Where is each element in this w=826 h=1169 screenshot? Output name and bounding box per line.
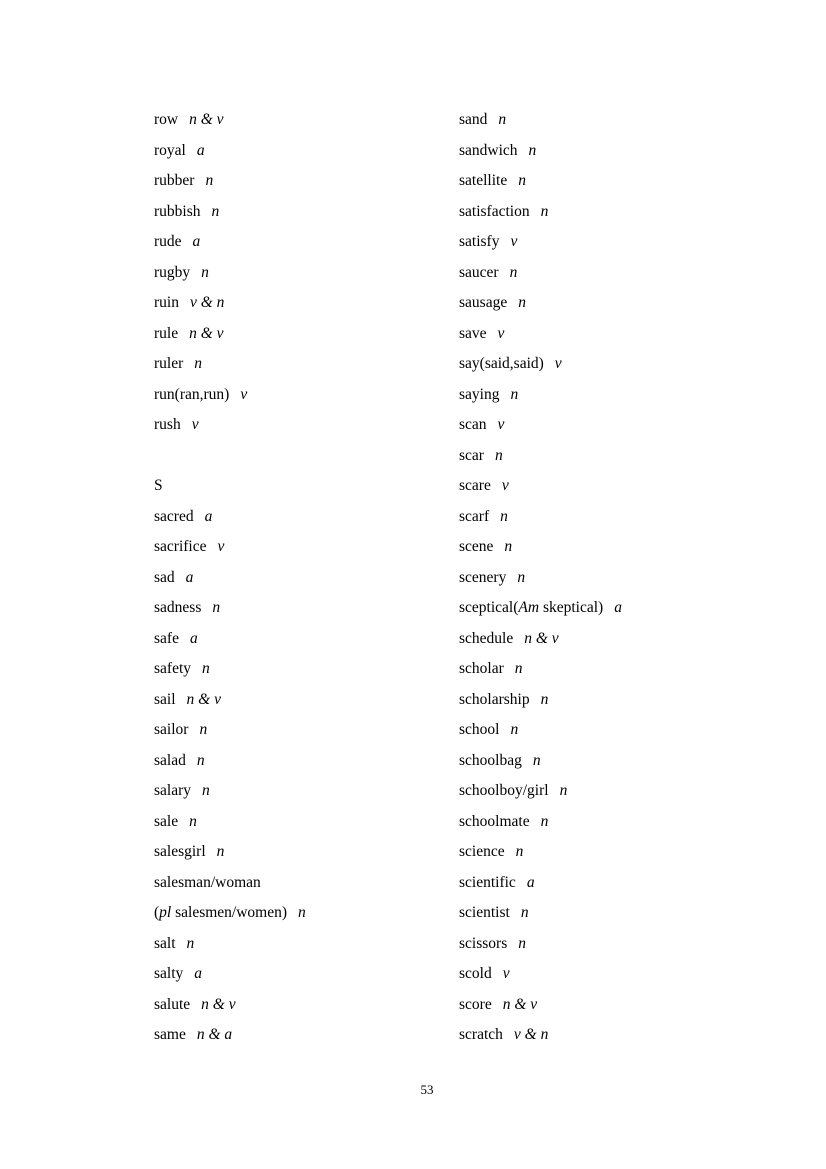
word-text: sailor (154, 721, 189, 739)
part-of-speech-label: n (202, 782, 210, 800)
word-entry (459, 532, 799, 563)
word-text: rush (154, 416, 181, 434)
part-of-speech-label: n (504, 538, 513, 556)
word-entry (459, 685, 799, 716)
part-of-speech-label: a (189, 629, 198, 647)
word-entry (459, 471, 799, 502)
word-entry (154, 776, 454, 807)
part-of-speech-label: v (217, 538, 225, 556)
word-entry (459, 349, 799, 380)
word-text: (pl salesmen/women) (154, 904, 288, 922)
word-entry (459, 746, 799, 777)
part-of-speech-label: a (194, 965, 203, 983)
part-of-speech-label: n (517, 568, 526, 586)
word-entry (154, 624, 454, 655)
word-entry (154, 380, 454, 411)
word-list-right-column (459, 105, 799, 1051)
part-of-speech-label: n (189, 812, 197, 830)
word-text: sausage (459, 294, 508, 312)
word-entry (154, 166, 454, 197)
word-text: saying (459, 385, 500, 403)
word-entry (154, 563, 454, 594)
word-entry (459, 410, 799, 441)
word-entry (459, 105, 799, 136)
word-text: scratch (459, 1026, 503, 1044)
word-entry (459, 807, 799, 838)
blank-line (154, 441, 454, 472)
word-text: salute (154, 995, 191, 1013)
word-text: salad (154, 751, 186, 769)
word-text: scenery (459, 568, 507, 586)
word-entry (459, 136, 799, 167)
word-entry (459, 715, 799, 746)
word-entry (154, 959, 454, 990)
part-of-speech-label: n (500, 507, 508, 525)
word-text: science (459, 843, 505, 861)
word-entry (459, 563, 799, 594)
word-entry (459, 929, 799, 960)
word-text: sad (154, 568, 175, 586)
word-entry (459, 624, 799, 655)
word-text: salesman/woman (154, 873, 261, 891)
part-of-speech-label: n (202, 660, 210, 678)
part-of-speech-label: n (559, 782, 568, 800)
part-of-speech-label: a (196, 141, 205, 159)
word-entry (459, 776, 799, 807)
word-entry (459, 166, 799, 197)
word-text: S (154, 477, 163, 495)
part-of-speech-label: n (510, 721, 519, 739)
word-text: salary (154, 782, 192, 800)
word-entry (154, 471, 454, 502)
part-of-speech-label: n (196, 751, 205, 769)
part-of-speech-label: a (192, 233, 201, 251)
part-of-speech-label: n & v (189, 324, 224, 342)
word-text: sandwich (459, 141, 518, 159)
part-of-speech-label: v & n (513, 1026, 549, 1044)
word-entry (154, 502, 454, 533)
word-text: rubbish (154, 202, 201, 220)
word-entry (459, 837, 799, 868)
word-text: satisfaction (459, 202, 530, 220)
word-text: row (154, 111, 179, 128)
word-entry (154, 258, 454, 289)
word-entry (154, 227, 454, 258)
word-text: same (154, 1026, 186, 1044)
part-of-speech-label: n & v (524, 629, 559, 647)
part-of-speech-label: n (540, 202, 549, 220)
word-entry (154, 654, 454, 685)
word-entry (459, 380, 799, 411)
word-text: sale (154, 812, 179, 830)
word-entry (154, 746, 454, 777)
word-text: saucer (459, 263, 499, 281)
word-entry (459, 441, 799, 472)
word-text: schedule (459, 629, 514, 647)
part-of-speech-label: v (502, 965, 510, 983)
word-text: sceptical(Am skeptical) (459, 599, 604, 617)
word-text: schoolmate (459, 812, 530, 830)
part-of-speech-label: v (191, 416, 199, 434)
word-text: rude (154, 233, 182, 251)
part-of-speech-label: n (509, 263, 518, 281)
word-entry (154, 898, 454, 929)
word-entry (459, 593, 799, 624)
part-of-speech-label: n (518, 934, 526, 952)
part-of-speech-label: n & a (196, 1026, 233, 1044)
word-entry (154, 868, 454, 899)
part-of-speech-label: n (515, 843, 524, 861)
word-text: ruler (154, 355, 184, 373)
part-of-speech-label: n (532, 751, 541, 769)
word-entry (154, 715, 454, 746)
part-of-speech-label: n (298, 904, 306, 922)
word-entry (459, 502, 799, 533)
part-of-speech-label: a (204, 507, 213, 525)
word-entry (154, 197, 454, 228)
part-of-speech-label: n (518, 294, 526, 312)
part-of-speech-label: n (540, 690, 549, 708)
word-text: scene (459, 538, 494, 556)
part-of-speech-label: n (211, 202, 220, 220)
word-entry (154, 410, 454, 441)
word-text: satellite (459, 172, 508, 190)
word-text: say(said,said) (459, 355, 544, 373)
part-of-speech-label: v & n (189, 294, 225, 312)
word-entry (459, 288, 799, 319)
word-text: sadness (154, 599, 202, 617)
part-of-speech-label: n (528, 141, 537, 159)
word-text: scholar (459, 660, 504, 678)
part-of-speech-label: n (514, 660, 523, 678)
word-text: safety (154, 660, 192, 678)
word-entry (154, 288, 454, 319)
word-text: sacred (154, 507, 194, 525)
page-number: 53 (420, 1082, 434, 1097)
word-text: satisfy (459, 233, 500, 251)
part-of-speech-label: v (510, 233, 518, 251)
part-of-speech-label: n & v (189, 111, 224, 128)
word-text: scare (459, 477, 491, 495)
part-of-speech-label: n (212, 599, 221, 617)
word-text: royal (154, 141, 186, 159)
part-of-speech-label: n (520, 904, 529, 922)
part-of-speech-label: n (518, 172, 526, 190)
part-of-speech-label: n & v (186, 690, 221, 708)
word-text: sand (459, 111, 488, 128)
part-of-speech-label: n (205, 172, 214, 190)
word-text: salesgirl (154, 843, 206, 861)
word-text: run(ran,run) (154, 385, 230, 403)
word-text: sacrifice (154, 538, 207, 556)
word-text: safe (154, 629, 179, 647)
word-entry (459, 959, 799, 990)
part-of-speech-label: v (497, 416, 505, 434)
part-of-speech-label: v (497, 324, 505, 342)
word-entry (459, 868, 799, 899)
word-entry (154, 349, 454, 380)
word-text: rule (154, 324, 179, 342)
word-text: rugby (154, 263, 191, 281)
part-of-speech-label: n (199, 721, 208, 739)
word-entry (459, 898, 799, 929)
part-of-speech-label: n (194, 355, 203, 373)
word-entry (459, 319, 799, 350)
word-entry (154, 532, 454, 563)
word-text: scholarship (459, 690, 530, 708)
part-of-speech-label: n & v (502, 995, 538, 1013)
word-entry (154, 990, 454, 1021)
word-text: scar (459, 446, 484, 464)
word-entry (154, 136, 454, 167)
part-of-speech-label: v (501, 477, 509, 495)
part-of-speech-label: a (614, 599, 622, 617)
word-entry (459, 990, 799, 1021)
word-text: scold (459, 965, 492, 983)
part-of-speech-label: n & v (201, 995, 236, 1013)
word-text: school (459, 721, 500, 739)
word-text: scissors (459, 934, 508, 952)
part-of-speech-label: v (554, 355, 562, 373)
part-of-speech-label: n (498, 111, 507, 128)
word-text: rubber (154, 172, 195, 190)
part-of-speech-label: n (216, 843, 225, 861)
word-entry (154, 319, 454, 350)
word-entry (154, 105, 454, 136)
word-entry (459, 654, 799, 685)
word-text: scan (459, 416, 487, 434)
word-text: scientific (459, 873, 516, 891)
word-entry (154, 929, 454, 960)
word-text: scientist (459, 904, 510, 922)
word-entry (154, 837, 454, 868)
word-entry (154, 807, 454, 838)
word-list-left-column (154, 105, 454, 1051)
word-text: ruin (154, 294, 179, 312)
word-text: sail (154, 690, 176, 708)
word-entry (459, 258, 799, 289)
part-of-speech-label: n (540, 812, 549, 830)
word-entry (459, 227, 799, 258)
word-text: schoolboy/girl (459, 782, 549, 800)
word-text: salty (154, 965, 184, 983)
word-text: schoolbag (459, 751, 522, 769)
part-of-speech-label: a (526, 873, 535, 891)
part-of-speech-label: n (186, 934, 195, 952)
part-of-speech-label: a (185, 568, 194, 586)
word-entry (459, 1020, 799, 1051)
word-entry (154, 685, 454, 716)
word-entry (154, 1020, 454, 1051)
word-entry (154, 593, 454, 624)
word-text: salt (154, 934, 176, 952)
part-of-speech-label: n (201, 263, 209, 281)
word-text: save (459, 324, 487, 342)
part-of-speech-label: v (240, 385, 248, 403)
word-text: score (459, 995, 492, 1013)
part-of-speech-label: n (510, 385, 519, 403)
word-text: scarf (459, 507, 490, 525)
word-entry (459, 197, 799, 228)
part-of-speech-label: n (494, 446, 503, 464)
